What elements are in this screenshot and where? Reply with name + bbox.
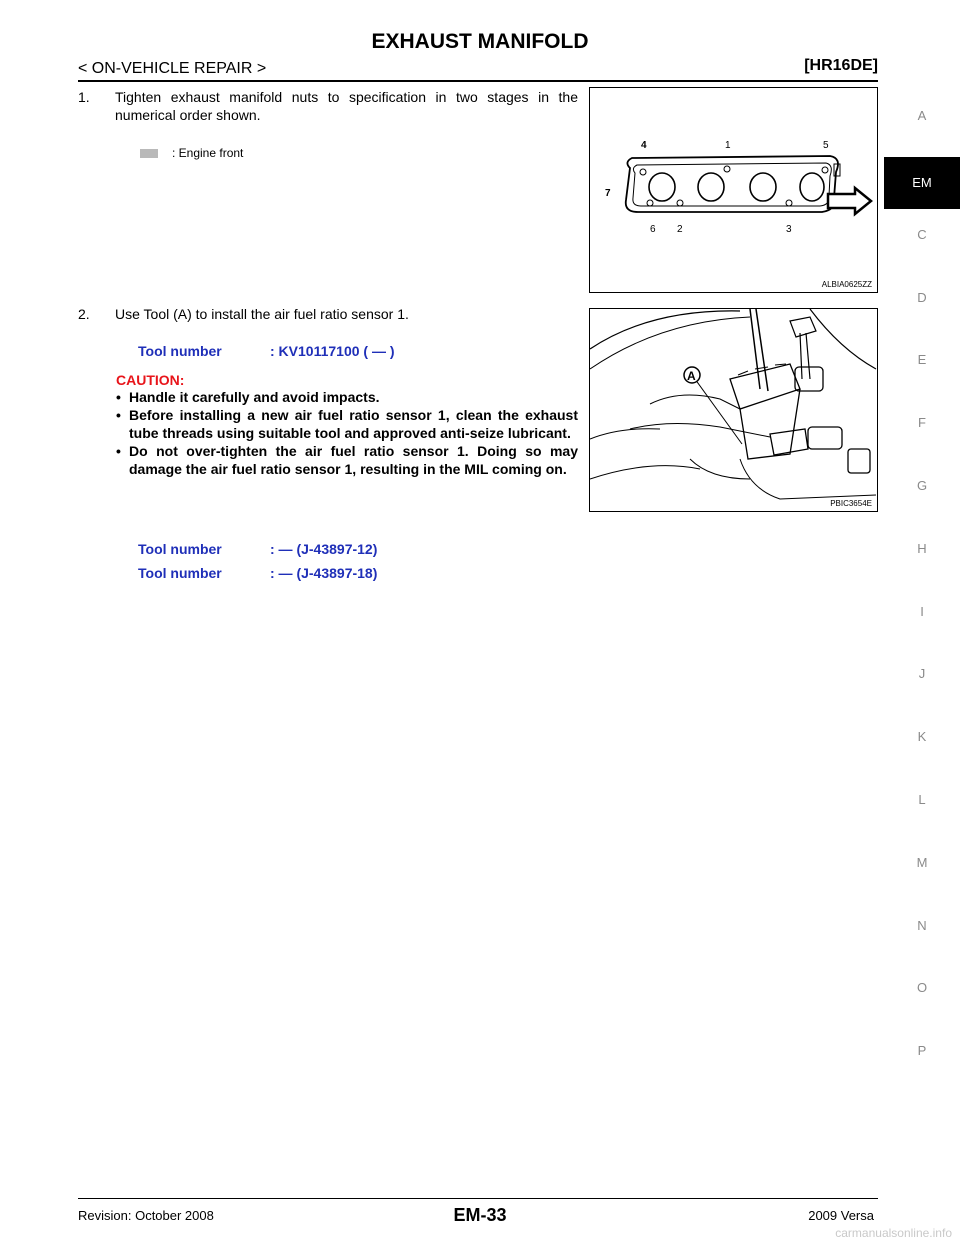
tab-a[interactable]: A <box>917 108 927 123</box>
bolt-number: 4 <box>641 140 647 151</box>
section-label: < ON-VEHICLE REPAIR > <box>78 60 267 77</box>
caution-item <box>116 388 578 406</box>
tab-c[interactable]: C <box>917 226 927 242</box>
caution-text: Before installing a new air fuel ratio sensor 1, clean the exhaust tube threads using suitable tool and approved anti-seize lubricant. <box>129 407 578 441</box>
bullet: • <box>116 407 121 423</box>
engine-model: [HR16DE] <box>804 57 878 74</box>
tab-g[interactable]: G <box>916 477 928 493</box>
page-title: EXHAUST MANIFOLD <box>371 30 589 53</box>
section-tabs <box>884 98 960 1096</box>
bolt-number: 5 <box>823 140 829 151</box>
legend <box>140 146 243 160</box>
step-text: Tighten exhaust manifold nuts to specification in two stages in the numerical order shown. <box>115 89 578 123</box>
header-rule <box>78 80 878 82</box>
step-1 <box>78 88 578 124</box>
tab-k[interactable]: K <box>917 729 927 745</box>
tightening-order-figure <box>589 87 878 293</box>
figure-id: PBIC3654E <box>830 499 872 508</box>
bolt-number: 3 <box>786 224 792 235</box>
watermark: carmanualsonline.info <box>835 1226 952 1240</box>
tool-number-row <box>138 565 377 581</box>
bolt-number: 7 <box>605 188 611 199</box>
manifold-gasket-diagram <box>590 88 877 292</box>
callout-label: A <box>687 369 696 383</box>
bolt-number: 1 <box>725 140 731 151</box>
caution-text: Do not over-tighten the air fuel ratio sensor 1. Doing so may damage the air fuel ratio sensor 1, resulting in the MIL coming on. <box>129 443 578 477</box>
step-text: Use Tool (A) to install the air fuel ratio sensor 1. <box>115 306 409 322</box>
tab-i[interactable]: I <box>920 603 924 619</box>
footer-rule <box>78 1198 878 1199</box>
step-number: 2. <box>78 306 90 322</box>
tab-e[interactable]: E <box>917 352 927 368</box>
step-number: 1. <box>78 89 90 105</box>
tab-f[interactable]: F <box>918 415 926 431</box>
tab-p[interactable]: P <box>917 1043 927 1059</box>
tool-label: Tool number <box>138 541 222 557</box>
caution-item <box>116 442 578 478</box>
legend-text: : Engine front <box>172 146 244 160</box>
bullet: • <box>116 443 121 459</box>
revision-date: Revision: October 2008 <box>78 1208 214 1223</box>
caution-text: Handle it carefully and avoid impacts. <box>129 389 380 405</box>
tab-em[interactable]: EM <box>884 157 960 209</box>
tool-value: : — (J-43897-18) <box>270 565 378 581</box>
page-number: EM-33 <box>453 1205 507 1225</box>
figure-id: ALBIA0625ZZ <box>821 280 872 289</box>
vehicle-model: 2009 Versa <box>808 1208 874 1223</box>
caution-heading: CAUTION: <box>116 372 185 388</box>
tab-o[interactable]: O <box>916 980 928 996</box>
tab-n[interactable]: N <box>917 917 927 933</box>
caution-item <box>116 406 578 442</box>
tab-h[interactable]: H <box>917 540 927 556</box>
tool-number-row <box>138 343 395 359</box>
engine-front-swatch <box>140 149 158 158</box>
bullet: • <box>116 389 121 405</box>
tab-m[interactable]: M <box>916 854 928 870</box>
tool-number-row <box>138 541 377 557</box>
tool-value: : KV10117100 ( — ) <box>270 343 395 359</box>
sensor-tool-illustration <box>590 309 877 511</box>
tab-j[interactable]: J <box>918 666 926 682</box>
tool-installation-figure <box>589 308 878 512</box>
tool-label: Tool number <box>138 565 222 581</box>
bolt-number: 6 <box>650 224 656 235</box>
step-2 <box>78 305 578 323</box>
tab-l[interactable]: L <box>918 791 926 807</box>
tab-d[interactable]: D <box>917 289 927 305</box>
caution-list <box>116 388 578 478</box>
bolt-number: 2 <box>677 224 683 235</box>
tool-value: : — (J-43897-12) <box>270 541 378 557</box>
tool-label: Tool number <box>138 343 222 359</box>
